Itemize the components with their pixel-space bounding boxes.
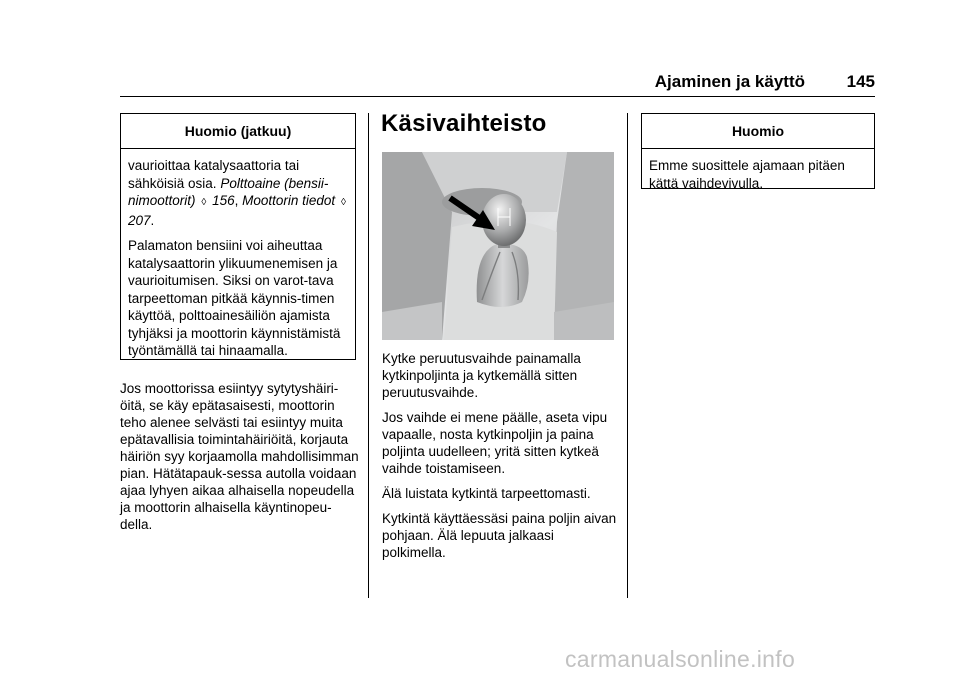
manual-transmission-text (382, 350, 618, 569)
page-ref-156[interactable]: 156 (212, 193, 235, 208)
period: . (150, 212, 155, 228)
note-heading: Huomio (jatkuu) (121, 114, 355, 149)
watermark-text: carmanualsonline.info (565, 646, 796, 672)
note-paragraph-2: Palamaton bensiini voi aiheuttaa katalysaattorin ylikuumenemisen ja vaurioitumisen. Siksi on varot-tava tarpeettoman pitkää käynnis-timen käyttöä, polttoainesäiliön ajamista tyhjäksi ja moottorin käynnistämistä työntämällä tai hinaamalla. (128, 238, 341, 358)
page-ref-icon: ◊ (340, 197, 346, 208)
paragraph-clutch-pedal: Kytkintä käyttäessäsi paina poljin aivan pohjaan. Älä lepuuta jalkaasi polkimella. (382, 511, 617, 560)
page-header (120, 72, 875, 97)
misfire-paragraph: Jos moottorissa esiintyy sytytyshäiri-öitä, se käy epätasaisesti, moottorin teho alenee selvästi tai esiintyy muita epätavallisia toimintahäiriöitä, korjauta häiriön syy korjaamolla mahdollisimman pian. Hätätapauk-sessa autolla voidaan ajaa lyhyen aikaa alhaisella nopeudella ja moottorin alhaisella käyntinopeu-della. (120, 381, 359, 532)
paragraph-reverse: Kytke peruutusvaihde painamalla kytkinpoljinta ja kytkemällä sitten peruutusvaihde. (382, 351, 581, 400)
caution-note-continued (120, 113, 356, 360)
note-text: vaurioittaa katalysaattoria tai sähköisiä osia. (128, 158, 300, 191)
gear-lever-photo (382, 152, 614, 340)
page-ref-icon: ◊ (201, 197, 207, 208)
note-body (121, 149, 355, 366)
note-body: Emme suosittele ajamaan pitäen kättä vaihdevivulla. (649, 158, 845, 191)
note-paragraph-1 (128, 157, 348, 229)
section-title: Ajaminen ja käyttö (654, 72, 805, 91)
cross-reference-fuel[interactable]: Polttoaine (bensii-nimoottorit) (128, 175, 329, 208)
column-divider-1 (368, 113, 369, 598)
section-heading: Käsivaihteisto (381, 110, 547, 137)
column-divider-2 (627, 113, 628, 598)
paragraph-gear-not-engaging: Jos vaihde ei mene päälle, aseta vipu vapaalle, nosta kytkinpoljin ja paina poljinta uudelleen; yritä sitten kytkeä vaihde toistamiseen. (382, 410, 608, 476)
note-heading: Huomio (642, 114, 874, 149)
separator: , (234, 193, 239, 208)
paragraph-clutch-slip: Älä luistata kytkintä tarpeettomasti. (382, 486, 591, 501)
page-number: 145 (846, 72, 875, 91)
page-ref-207[interactable]: 207 (128, 212, 151, 228)
gear-lever-illustration (382, 152, 614, 340)
caution-note (641, 113, 875, 189)
cross-reference-engine-data[interactable]: Moottorin tiedot (242, 193, 336, 208)
